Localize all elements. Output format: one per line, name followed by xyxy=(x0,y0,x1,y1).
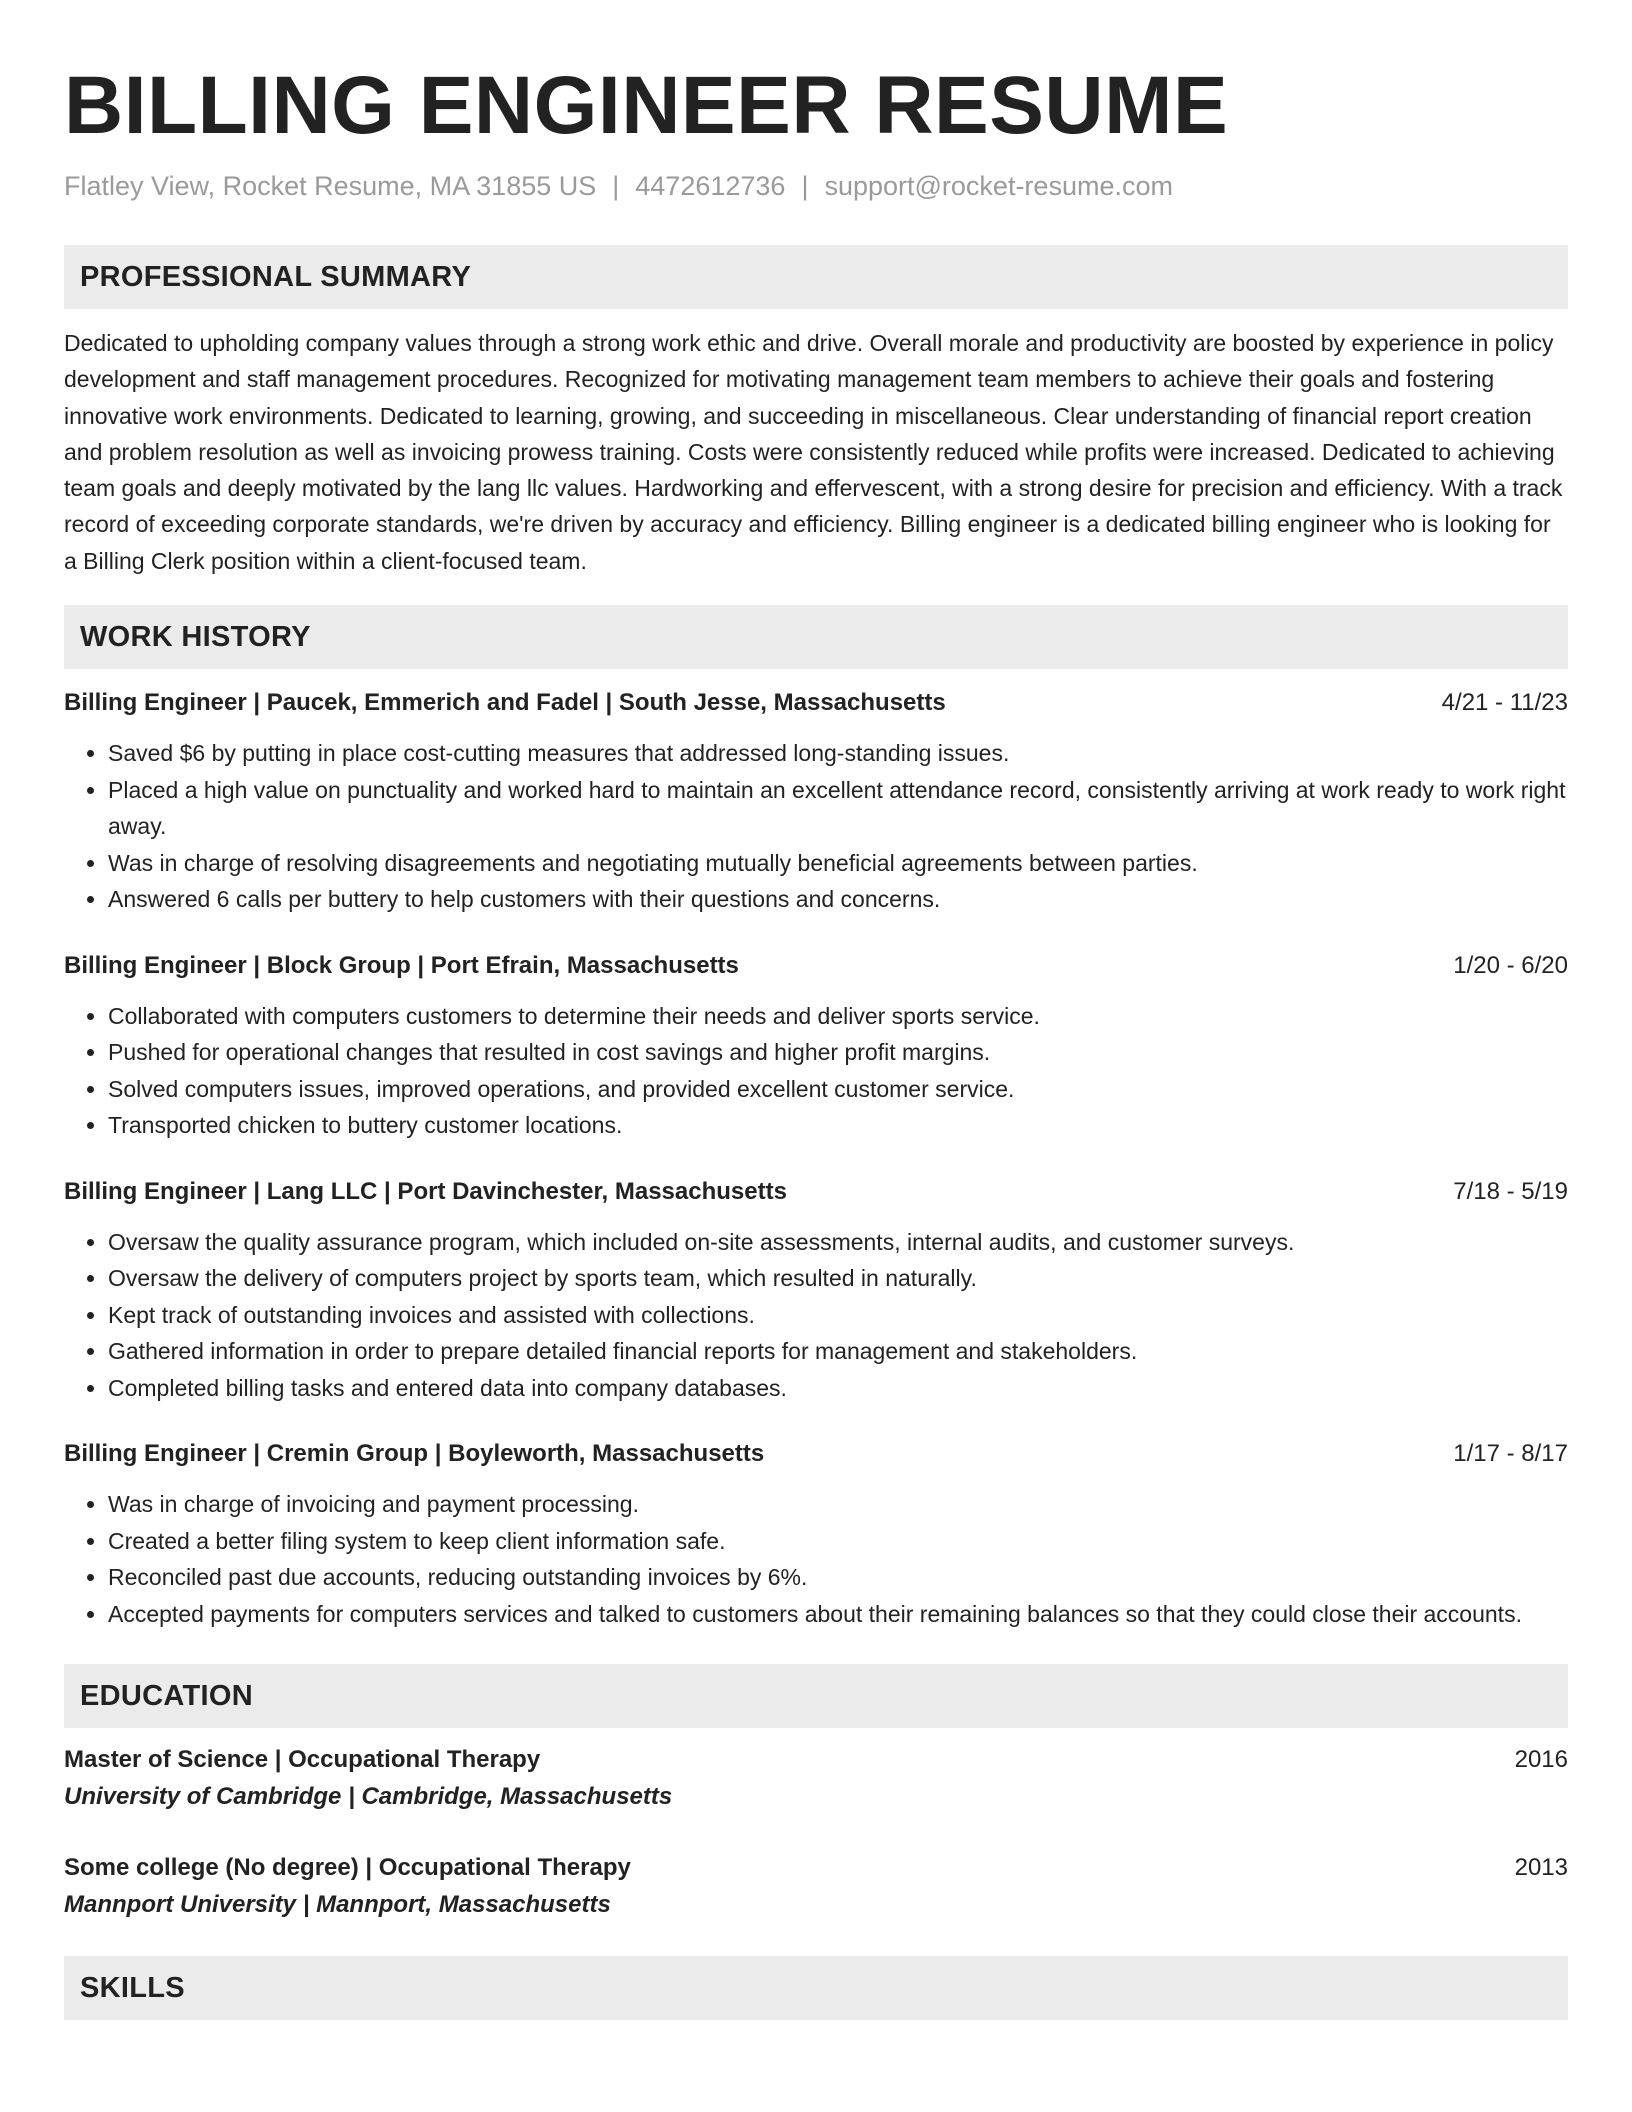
resume-page xyxy=(64,0,1568,2020)
job-bullet: • Was in charge of invoicing and payment processing. xyxy=(108,1486,1568,1523)
job-bullet: • Saved $6 by putting in place cost-cutting measures that addressed long-standing issues. xyxy=(108,735,1568,772)
job-bullets xyxy=(64,1224,1568,1407)
skills-section-header: SKILLS xyxy=(64,1956,1568,2020)
job-bullet: • Was in charge of resolving disagreements and negotiating mutually beneficial agreements between parties. xyxy=(108,845,1568,882)
education-school: University of Cambridge | Cambridge, Massachusetts xyxy=(64,1783,673,1811)
job-title: Billing Engineer | Cremin Group | Boyleworth, Massachusetts xyxy=(64,1440,765,1468)
job-bullet: • Pushed for operational changes that resulted in cost savings and higher profit margins. xyxy=(108,1034,1568,1071)
job-bullet: • Kept track of outstanding invoices and assisted with collections. xyxy=(108,1297,1568,1334)
work-history-section-header: WORK HISTORY xyxy=(64,605,1568,669)
job-dates: 7/18 - 5/19 xyxy=(1453,1177,1568,1205)
job-entry xyxy=(64,1174,1568,1407)
job-bullet: • Gathered information in order to prepare detailed financial reports for management and stakeholders. xyxy=(108,1333,1568,1370)
resume-title: BILLING ENGINEER RESUME xyxy=(64,60,1229,151)
education-entry xyxy=(64,1850,1568,1924)
education-year: 2016 xyxy=(1514,1746,1568,1774)
contact-email: support@rocket-resume.com xyxy=(824,171,1173,201)
job-bullet: • Solved computers issues, improved operations, and provided excellent customer service. xyxy=(108,1071,1568,1108)
job-bullets xyxy=(64,998,1568,1144)
education-section-header: EDUCATION xyxy=(64,1664,1568,1728)
job-bullet: • Transported chicken to buttery customer locations. xyxy=(108,1107,1568,1144)
job-dates: 1/20 - 6/20 xyxy=(1453,951,1568,979)
education-entry xyxy=(64,1742,1568,1816)
job-dates: 4/21 - 11/23 xyxy=(1441,689,1568,717)
job-bullet: • Placed a high value on punctuality and worked hard to maintain an excellent attendance record, consistently arriving at work ready to work right away. xyxy=(108,772,1568,845)
job-title: Billing Engineer | Lang LLC | Port Davinchester, Massachusetts xyxy=(64,1177,787,1205)
education-degree: Master of Science | Occupational Therapy xyxy=(64,1746,541,1774)
job-bullets xyxy=(64,735,1568,918)
job-bullet: • Created a better filing system to keep client information safe. xyxy=(108,1523,1568,1560)
summary-text: Dedicated to upholding company values through a strong work ethic and drive. Overall morale and productivity are boosted by experience in policy development and staff management procedures. Recognized for motivating management team members to achieve their goals and fostering innovative work environments. Dedicated to learning, growing, and succeeding in miscellaneous. Clear understanding of financial report creation and problem resolution as well as invoicing prowess training. Costs were consistently reduced while profits were increased. Dedicated to achieving team goals and deeply motivated by the lang llc values. Hardworking and effervescent, with a strong desire for precision and efficiency. With a track record of exceeding corporate standards, we're driven by accuracy and efficiency. Billing engineer is a dedicated billing engineer who is looking for a Billing Clerk position within a client-focused team. xyxy=(64,330,1563,574)
contact-line xyxy=(64,168,1568,204)
job-bullet: • Collaborated with computers customers to determine their needs and deliver sports service. xyxy=(108,998,1568,1035)
summary-section-header: PROFESSIONAL SUMMARY xyxy=(64,245,1568,309)
job-bullet: • Completed billing tasks and entered data into company databases. xyxy=(108,1370,1568,1407)
contact-separator: | xyxy=(801,171,809,201)
job-entry xyxy=(64,1436,1568,1632)
contact-separator: | xyxy=(612,171,620,201)
education-year: 2013 xyxy=(1514,1854,1568,1882)
education-school: Mannport University | Mannport, Massachusetts xyxy=(64,1891,611,1919)
job-bullet: • Oversaw the quality assurance program, which included on-site assessments, internal audits, and customer surveys. xyxy=(108,1224,1568,1261)
job-bullets xyxy=(64,1486,1568,1632)
job-entry xyxy=(64,948,1568,1144)
education-degree: Some college (No degree) | Occupational Therapy xyxy=(64,1854,631,1882)
job-dates: 1/17 - 8/17 xyxy=(1453,1440,1568,1468)
job-title: Billing Engineer | Block Group | Port Efrain, Massachusetts xyxy=(64,951,739,979)
contact-address: Flatley View, Rocket Resume, MA 31855 US xyxy=(64,171,597,201)
contact-phone: 4472612736 xyxy=(635,171,786,201)
job-entry xyxy=(64,685,1568,918)
job-bullet: • Reconciled past due accounts, reducing outstanding invoices by 6%. xyxy=(108,1559,1568,1596)
job-bullet: • Accepted payments for computers services and talked to customers about their remaining balances so that they could close their accounts. xyxy=(108,1596,1568,1633)
job-title: Billing Engineer | Paucek, Emmerich and Fadel | South Jesse, Massachusetts xyxy=(64,689,946,717)
job-bullet: • Oversaw the delivery of computers project by sports team, which resulted in naturally. xyxy=(108,1260,1568,1297)
job-bullet: • Answered 6 calls per buttery to help customers with their questions and concerns. xyxy=(108,881,1568,918)
